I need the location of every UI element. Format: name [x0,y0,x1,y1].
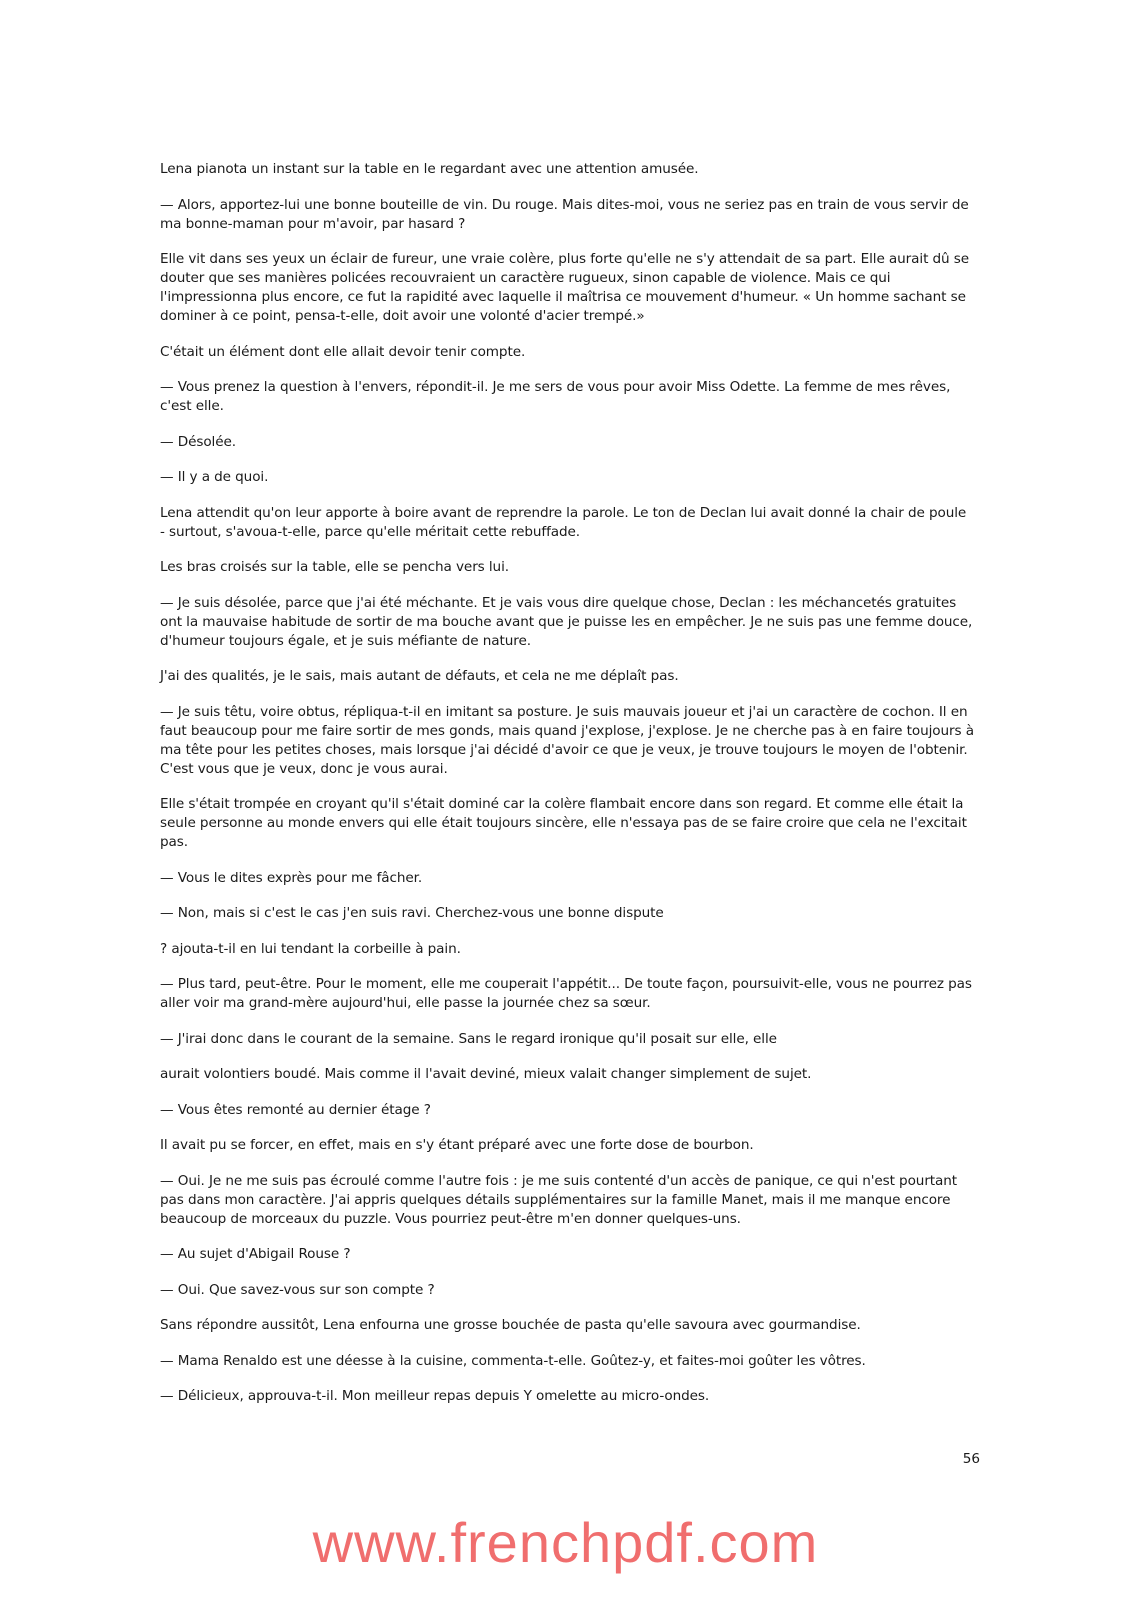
paragraph: — Non, mais si c'est le cas j'en suis ravi. Cherchez-vous une bonne dispute [160,905,664,921]
paragraph: — Vous êtes remonté au dernier étage ? [160,1101,431,1118]
paragraph: C'était un élément dont elle allait devoir tenir compte. [160,343,526,360]
paragraph: — Délicieux, approuva-t-il. Mon meilleur repas depuis Y omelette au micro-ondes. [160,1388,710,1404]
paragraph: — J'irai donc dans le courant de la semaine. Sans le regard ironique qu'il posait sur elle, elle [160,1030,777,1047]
paragraph: Sans répondre aussitôt, Lena enfourna une grosse bouchée de pasta qu'elle savoura avec gourmandise. [160,1317,861,1333]
paragraph: Elle s'était trompée en croyant qu'il s'était dominé car la colère flambait encore dans son regard. Et comme elle était la seule personne au monde envers qui elle était toujours sincère, elle n'essaya pas de se faire croire que cela ne l'excitait pas. [160,796,967,850]
paragraph: — Je suis têtu, voire obtus, répliqua-t-il en imitant sa posture. Je suis mauvais joueur et j'ai un caractère de cochon. Il en faut beaucoup pour me faire sortir de mes gonds, mais quand j'explose, j'explose. Je ne cherche pas à en faire toujours à ma tête pour les petites choses, mais lorsque j'ai décidé d'avoir ce que je veux, je trouve toujours le moyen de l'obtenir. C'est vous que je veux, donc je vous aurai. [160,703,974,777]
paragraph: Lena pianota un instant sur la table en le regardant avec une attention amusée. [160,161,699,177]
paragraph: — Au sujet d'Abigail Rouse ? [160,1246,351,1262]
watermark-link[interactable]: www.frenchpdf.com [312,1511,819,1574]
paragraph: — Il y a de quoi. [160,469,269,485]
paragraph: Elle vit dans ses yeux un éclair de fureur, une vraie colère, plus forte qu'elle ne s'y attendait de sa part. Elle aurait dû se douter que ses manières policées recouvraient un caractère rugueux, sinon capable de violence. Mais ce qui l'impressionna plus encore, ce fut la rapidité avec laquelle il maîtrisa ce mouvement d'humeur. « Un homme sachant se dominer à ce point, pensa-t-elle, doit avoir une volonté d'acier trempé.» [160,251,970,324]
paragraph: aurait volontiers boudé. Mais comme il l'avait deviné, mieux valait changer simplement de sujet. [160,1066,812,1082]
paragraph: J'ai des qualités, je le sais, mais autant de défauts, et cela ne me déplaît pas. [160,668,679,684]
paragraph: — Alors, apportez-lui une bonne bouteille de vin. Du rouge. Mais dites-moi, vous ne seriez pas en train de vous servir de ma bonne-maman pour m'avoir, par hasard ? [160,196,969,232]
paragraph: — Vous prenez la question à l'envers, répondit-il. Je me sers de vous pour avoir Miss Odette. La femme de mes rêves, c'est elle. [160,379,951,414]
page-number: 56 [962,1451,980,1467]
paragraph: — Plus tard, peut-être. Pour le moment, elle me couperait l'appétit... De toute façon, poursuivit-elle, vous ne pourrez pas aller voir ma grand-mère aujourd'hui, elle passe la journée chez sa sœur. [160,976,972,1011]
paragraph: — Oui. Je ne me suis pas écroulé comme l'autre fois : je me suis contenté d'un accès de panique, ce qui n'est pourtant pas dans mon caractère. J'ai appris quelques détails supplémentaires sur la famille Manet, mais il me manque encore beaucoup de morceaux du puzzle. Vous pourriez peut-être m'en donner quelques-uns. [160,1172,958,1227]
paragraph: — Oui. Que savez-vous sur son compte ? [160,1281,435,1298]
paragraph: Les bras croisés sur la table, elle se pencha vers lui. [160,559,509,575]
paragraph: ? ajouta-t-il en lui tendant la corbeille à pain. [160,940,461,957]
paragraph: — Mama Renaldo est une déesse à la cuisine, commenta-t-elle. Goûtez-y, et faites-moi goûter les vôtres. [160,1352,866,1369]
paragraph: — Désolée. [160,433,236,450]
paragraph: Il avait pu se forcer, en effet, mais en s'y étant préparé avec une forte dose de bourbon. [160,1137,754,1153]
paragraph: — Vous le dites exprès pour me fâcher. [160,869,423,886]
text-body [160,160,975,1423]
paragraph: — Je suis désolée, parce que j'ai été méchante. Et je vais vous dire quelque chose, Declan : les méchancetés gratuites ont la mauvaise habitude de sortir de ma bouche avant que je puisse les en empêcher. Je ne suis pas une femme douce, d'humeur toujours égale, et je suis méfiante de nature. [160,594,973,649]
paragraph: Lena attendit qu'on leur apporte à boire avant de reprendre la parole. Le ton de Declan lui avait donné la chair de poule - surtout, s'avoua-t-elle, parce qu'elle méritait cette rebuffade. [160,504,967,540]
